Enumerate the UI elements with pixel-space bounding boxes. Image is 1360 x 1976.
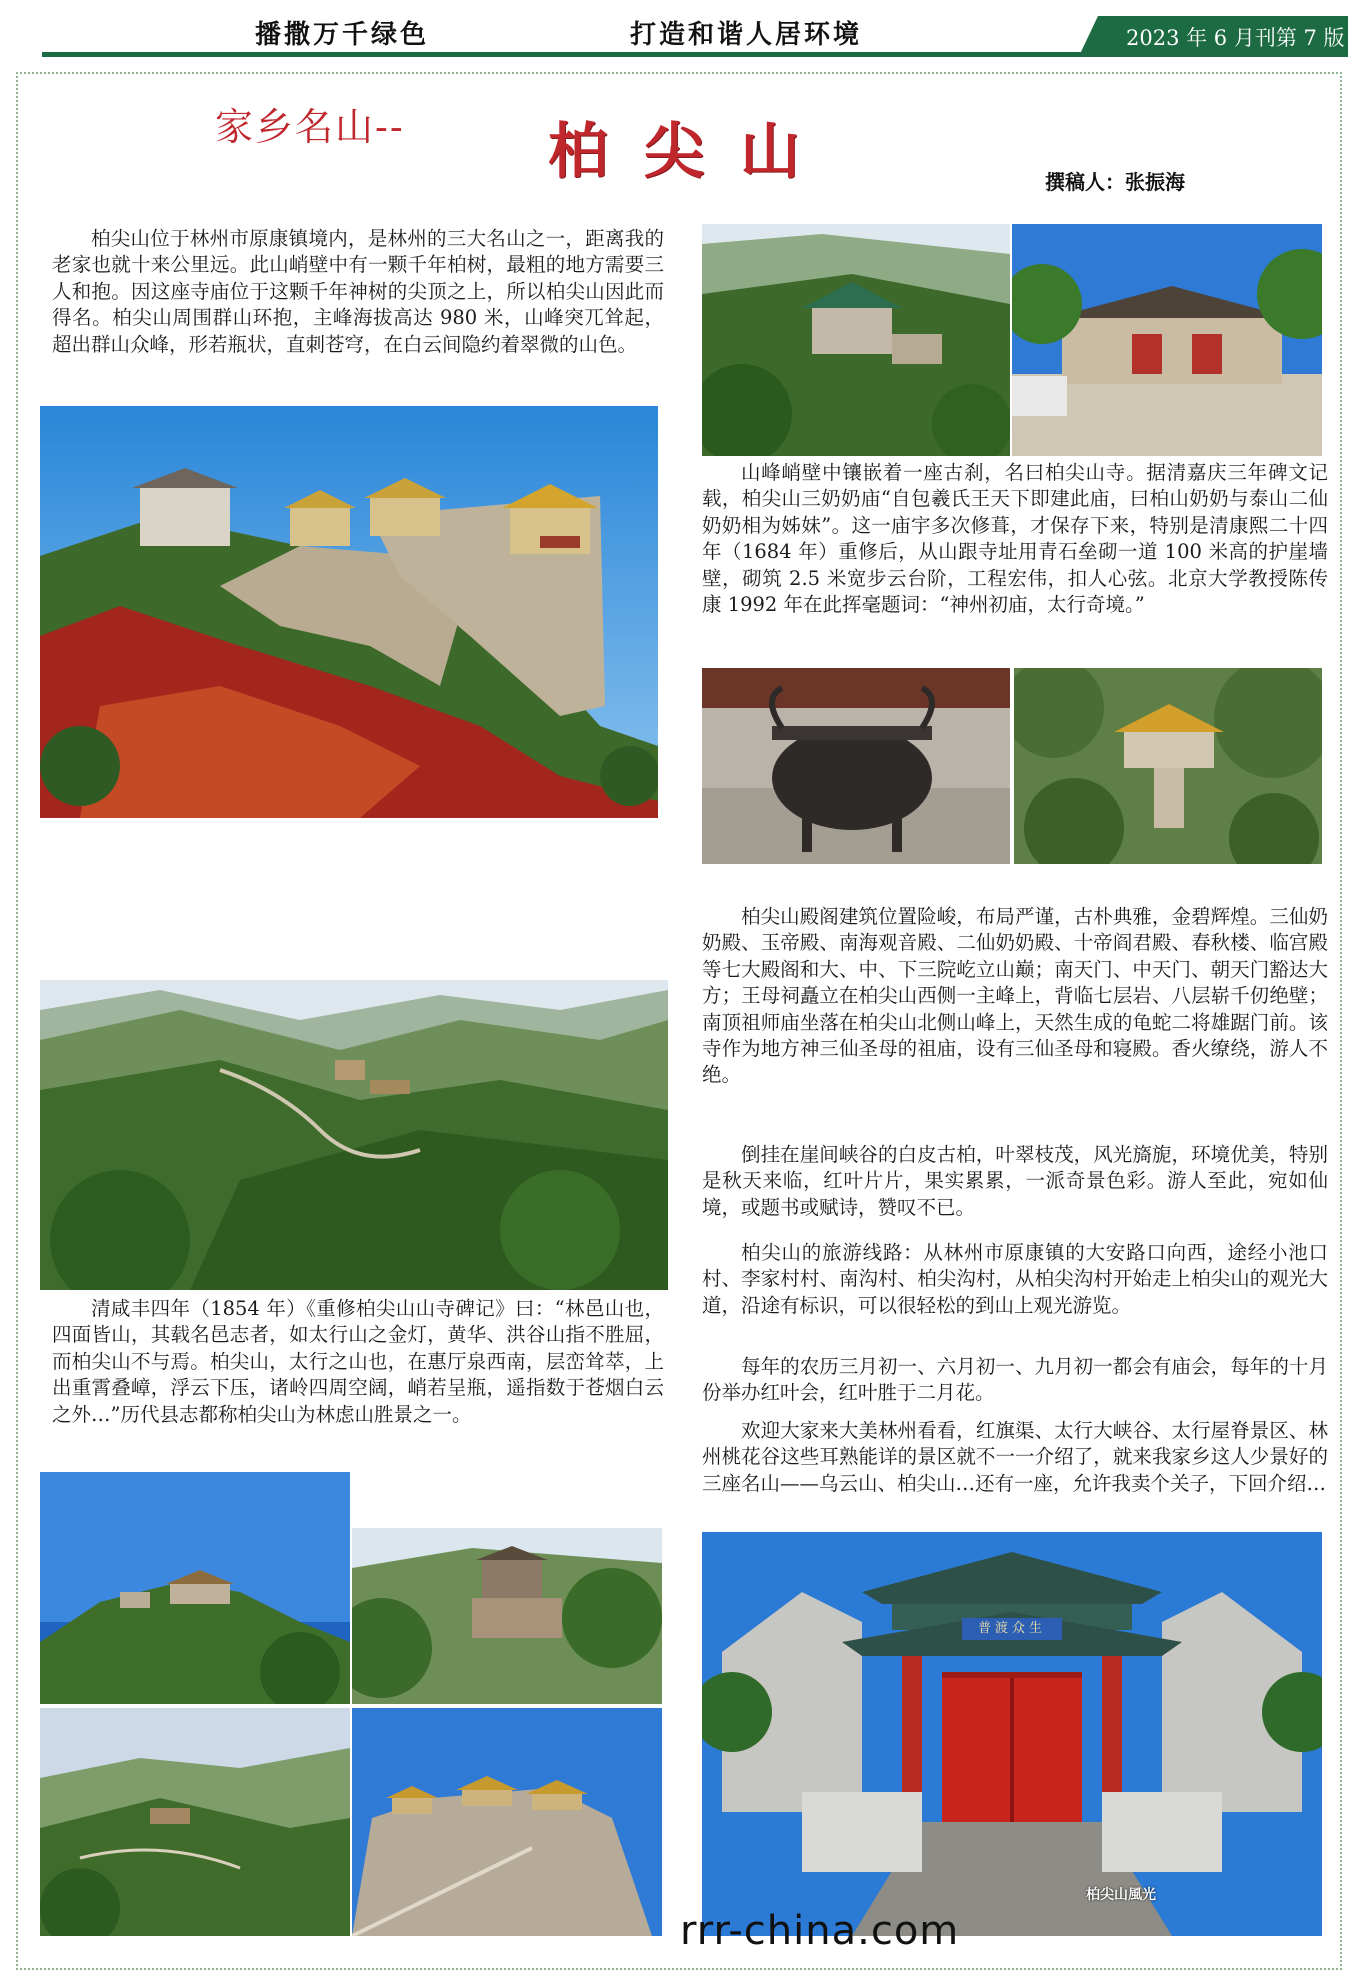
header-slogan-left: 播撒万千绿色	[255, 20, 430, 50]
photo-temple-mountainside	[702, 224, 1010, 456]
paragraph-temple-history: 山峰峭壁中镶嵌着一座古刹，名曰柏尖山寺。据清嘉庆三年碑文记载，柏尖山三奶奶庙“自包羲氏王天下即建此庙，曰柏山奶奶与泰山二仙奶奶相为姊妹”。这一庙宇多次修葺，才保存下来，特别是清康熙二十四年（1684 年）重修后，从山跟寺址用青石垒砌一道 100 米高的护崖墙壁，砌筑 2.5 米宽步云台阶，工程宏伟，扣人心弦。北京大学教授陈传康 1992 年在此挥毫题词：“神州初庙，太行奇境。”	[702, 461, 1328, 617]
photo-incense-burner	[702, 668, 1010, 864]
gate-plaque-text: 普渡众生	[977, 1621, 1046, 1636]
photo-grid-peak	[40, 1472, 350, 1704]
photo-temple-red-hillside	[40, 406, 658, 818]
photo-stamp: 柏尖山風光	[1086, 1887, 1156, 1903]
paragraph-stele: 清咸丰四年（1854 年）《重修柏尖山山寺碑记》曰：“林邑山也，四面皆山，其载名邑志者，如太行山之金灯，黄华、洪谷山指不胜屈，而柏尖山不与焉。柏尖山，太行之山也，在惠厅泉西南，层峦耸萃，上出重霄叠嶂，浮云下压，诸岭四周空阔，峭若呈瓶，遥指数于苍烟白云之外…”历代县志都称柏尖山为林虑山胜景之一。	[52, 1297, 664, 1426]
paragraph-architecture: 柏尖山殿阁建筑位置险峻，布局严谨，古朴典雅，金碧辉煌。三仙奶奶殿、玉帝殿、南海观音殿、二仙奶奶殿、十帝阎君殿、春秋楼、临宫殿等七大殿阁和大、中、下三院屹立山巅；南天门、中天门、朝天门豁达大方；王母祠矗立在柏尖山西侧一主峰上，背临七层岩、八层崭千仞绝壁；南顶祖师庙坐落在柏尖山北侧山峰上，天然生成的龟蛇二将雄踞门前。该寺作为地方神三仙圣母的祖庙，设有三仙圣母和寝殿。香火缭绕，游人不绝。	[702, 905, 1328, 1087]
paragraph-intro: 柏尖山位于林州市原康镇境内，是林州的三大名山之一，距离我的老家也就十来公里远。此山峭壁中有一颗千年柏树，最粗的地方需要三人和抱。因这座寺庙位于这颗千年神树的尖顶之上，所以柏尖山因此而得名。柏尖山周围群山环抱，主峰海拔高达 980 米，山峰突兀耸起，超出群山众峰，形若瓶状，直刺苍穹，在白云间隐约着翠微的山色。	[52, 227, 664, 356]
article-title: 柏尖山	[548, 117, 836, 187]
paragraph-route: 柏尖山的旅游线路：从林州市原康镇的大安路口向西，途经小池口村、李家村村、南沟村、柏尖沟村，从柏尖沟村开始走上柏尖山的观光大道，沿途有标识，可以很轻松的到山上观光游览。	[702, 1241, 1328, 1317]
photo-grid-cliff-temple	[352, 1708, 662, 1936]
site-watermark: rrr-china.com	[680, 1908, 960, 1954]
paragraph-welcome: 欢迎大家来大美林州看看，红旗渠、太行大峡谷、太行屋脊景区、林州桃花谷这些耳熟能详的景区就不一一介绍了，就来我家乡这人少景好的三座名山——乌云山、柏尖山…还有一座，允许我卖个关子，下回介绍…	[702, 1419, 1328, 1495]
photo-temple-courtyard	[1012, 224, 1322, 456]
article-kicker: 家乡名山--	[215, 105, 405, 149]
photo-temple-forest	[1014, 668, 1322, 864]
photo-grid-terraces	[352, 1528, 662, 1704]
photo-grid-valley	[40, 1708, 350, 1936]
paragraph-cypress: 倒挂在崖间峡谷的白皮古柏，叶翠枝茂，风光旖旎，环境优美，特别是秋天来临，红叶片片，果实累累，一派奇景色彩。游人至此，宛如仙境，或题书或赋诗，赞叹不已。	[702, 1143, 1328, 1219]
paragraph-festival: 每年的农历三月初一、六月初一、九月初一都会有庙会，每年的十月份举办红叶会，红叶胜于二月花。	[702, 1355, 1328, 1405]
photo-temple-gate	[702, 1532, 1322, 1936]
article-author: 撰稿人：张振海	[1045, 170, 1185, 194]
photo-mountain-panorama	[40, 980, 668, 1290]
header-slogan-right: 打造和谐人居环境	[630, 20, 863, 50]
issue-label: 2023 年 6 月刊第 7 版	[1126, 26, 1345, 50]
